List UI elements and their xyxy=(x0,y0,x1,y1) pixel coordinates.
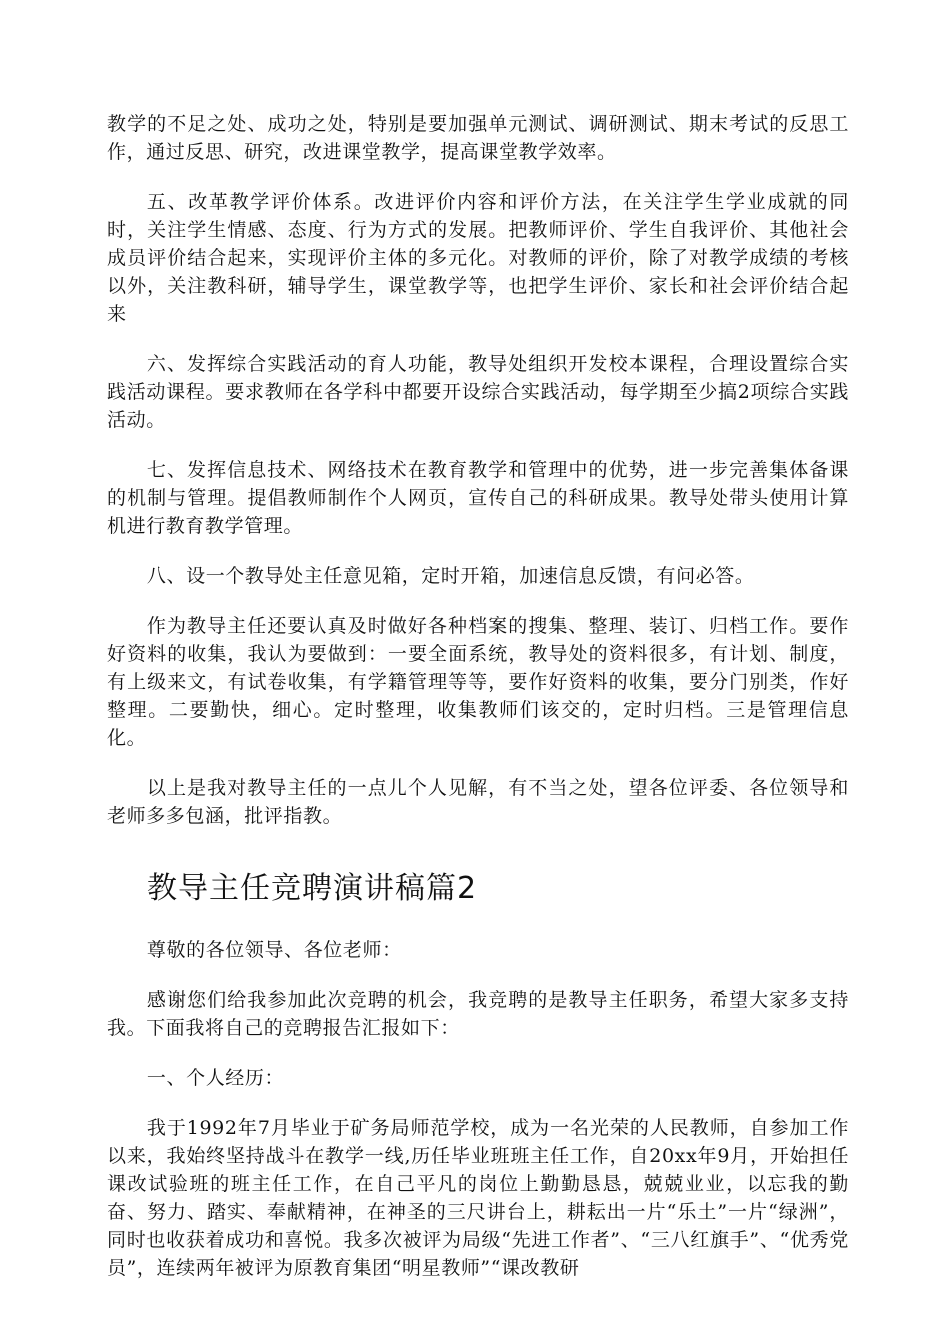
section-heading: 教导主任竞聘演讲稿篇2 xyxy=(147,871,478,906)
paragraph-item-six: 六、发挥综合实践活动的育人功能，教导处组织开发校本课程，合理设置综合实践活动课程。要求教师在各学科中都要开设综合实践活动，每学期至少搞2项综合实践活动。 xyxy=(107,353,849,431)
paragraph-thanks: 感谢您们给我参加此次竞聘的机会，我竞聘的是教导主任职务，希望大家多支持我。下面我将自己的竞聘报告汇报如下： xyxy=(107,989,849,1039)
paragraph-subheading-experience: 一、个人经历： xyxy=(146,1067,285,1089)
salutation: 尊敬的各位领导、各位老师： xyxy=(146,939,402,961)
document-page xyxy=(107,110,849,1282)
paragraph-item-five: 五、改革教学评价体系。改进评价内容和评价方法，在关注学生学业成就的同时，关注学生情感、态度、行为方式的发展。把教师评价、学生自我评价、其他社会成员评价结合起来，实现评价主体的多元化。对教师的评价，除了对教学成绩的考核以外，关注教科研，辅导学生，课堂教学等，也把学生评价、家长和社会评价结合起来 xyxy=(107,191,849,325)
paragraph-item-seven: 七、发挥信息技术、网络技术在教育教学和管理中的优势，进一步完善集体备课的机制与管理。提倡教师制作个人网页，宣传自己的科研成果。教导处带头使用计算机进行教育教学管理。 xyxy=(107,459,849,537)
paragraph-closing: 以上是我对教导主任的一点儿个人见解，有不当之处，望各位评委、各位领导和老师多多包涵，批评指教。 xyxy=(107,777,849,827)
paragraph-item-eight: 八、设一个教导处主任意见箱，定时开箱，加速信息反馈，有问必答。 xyxy=(146,565,755,587)
paragraph-continuation: 教学的不足之处、成功之处，特别是要加强单元测试、调研测试、期末考试的反思工作，通过反思、研究，改进课堂教学，提高课堂教学效率。 xyxy=(107,113,849,163)
paragraph-experience: 我于1992年7月毕业于矿务局师范学校，成为一名光荣的人民教师，自参加工作以来，我始终坚持战斗在教学一线,历任毕业班班主任工作，自20xx年9月，开始担任课改试验班的班主任工作，在自己平凡的岗位上勤勤恳恳，兢兢业业，以忘我的勤奋、努力、踏实、奉献精神，在神圣的三尺讲台上，耕耘出一片“乐土”一片“绿洲”，同时也收获着成功和喜悦。我多次被评为局级“先进工作者”、“三八红旗手”、“优秀党员”，连续两年被评为原教育集团“明星教师”“课改教研 xyxy=(107,1117,849,1279)
paragraph-archives: 作为教导主任还要认真及时做好各种档案的搜集、整理、装订、归档工作。要作好资料的收集，我认为要做到：一要全面系统，教导处的资料很多，有计划、制度，有上级来文，有试卷收集，有学籍管理等等，要作好资料的收集，要分门别类，作好整理。二要勤快，细心。定时整理，收集教师们该交的，定时归档。三是管理信息化。 xyxy=(107,615,849,749)
